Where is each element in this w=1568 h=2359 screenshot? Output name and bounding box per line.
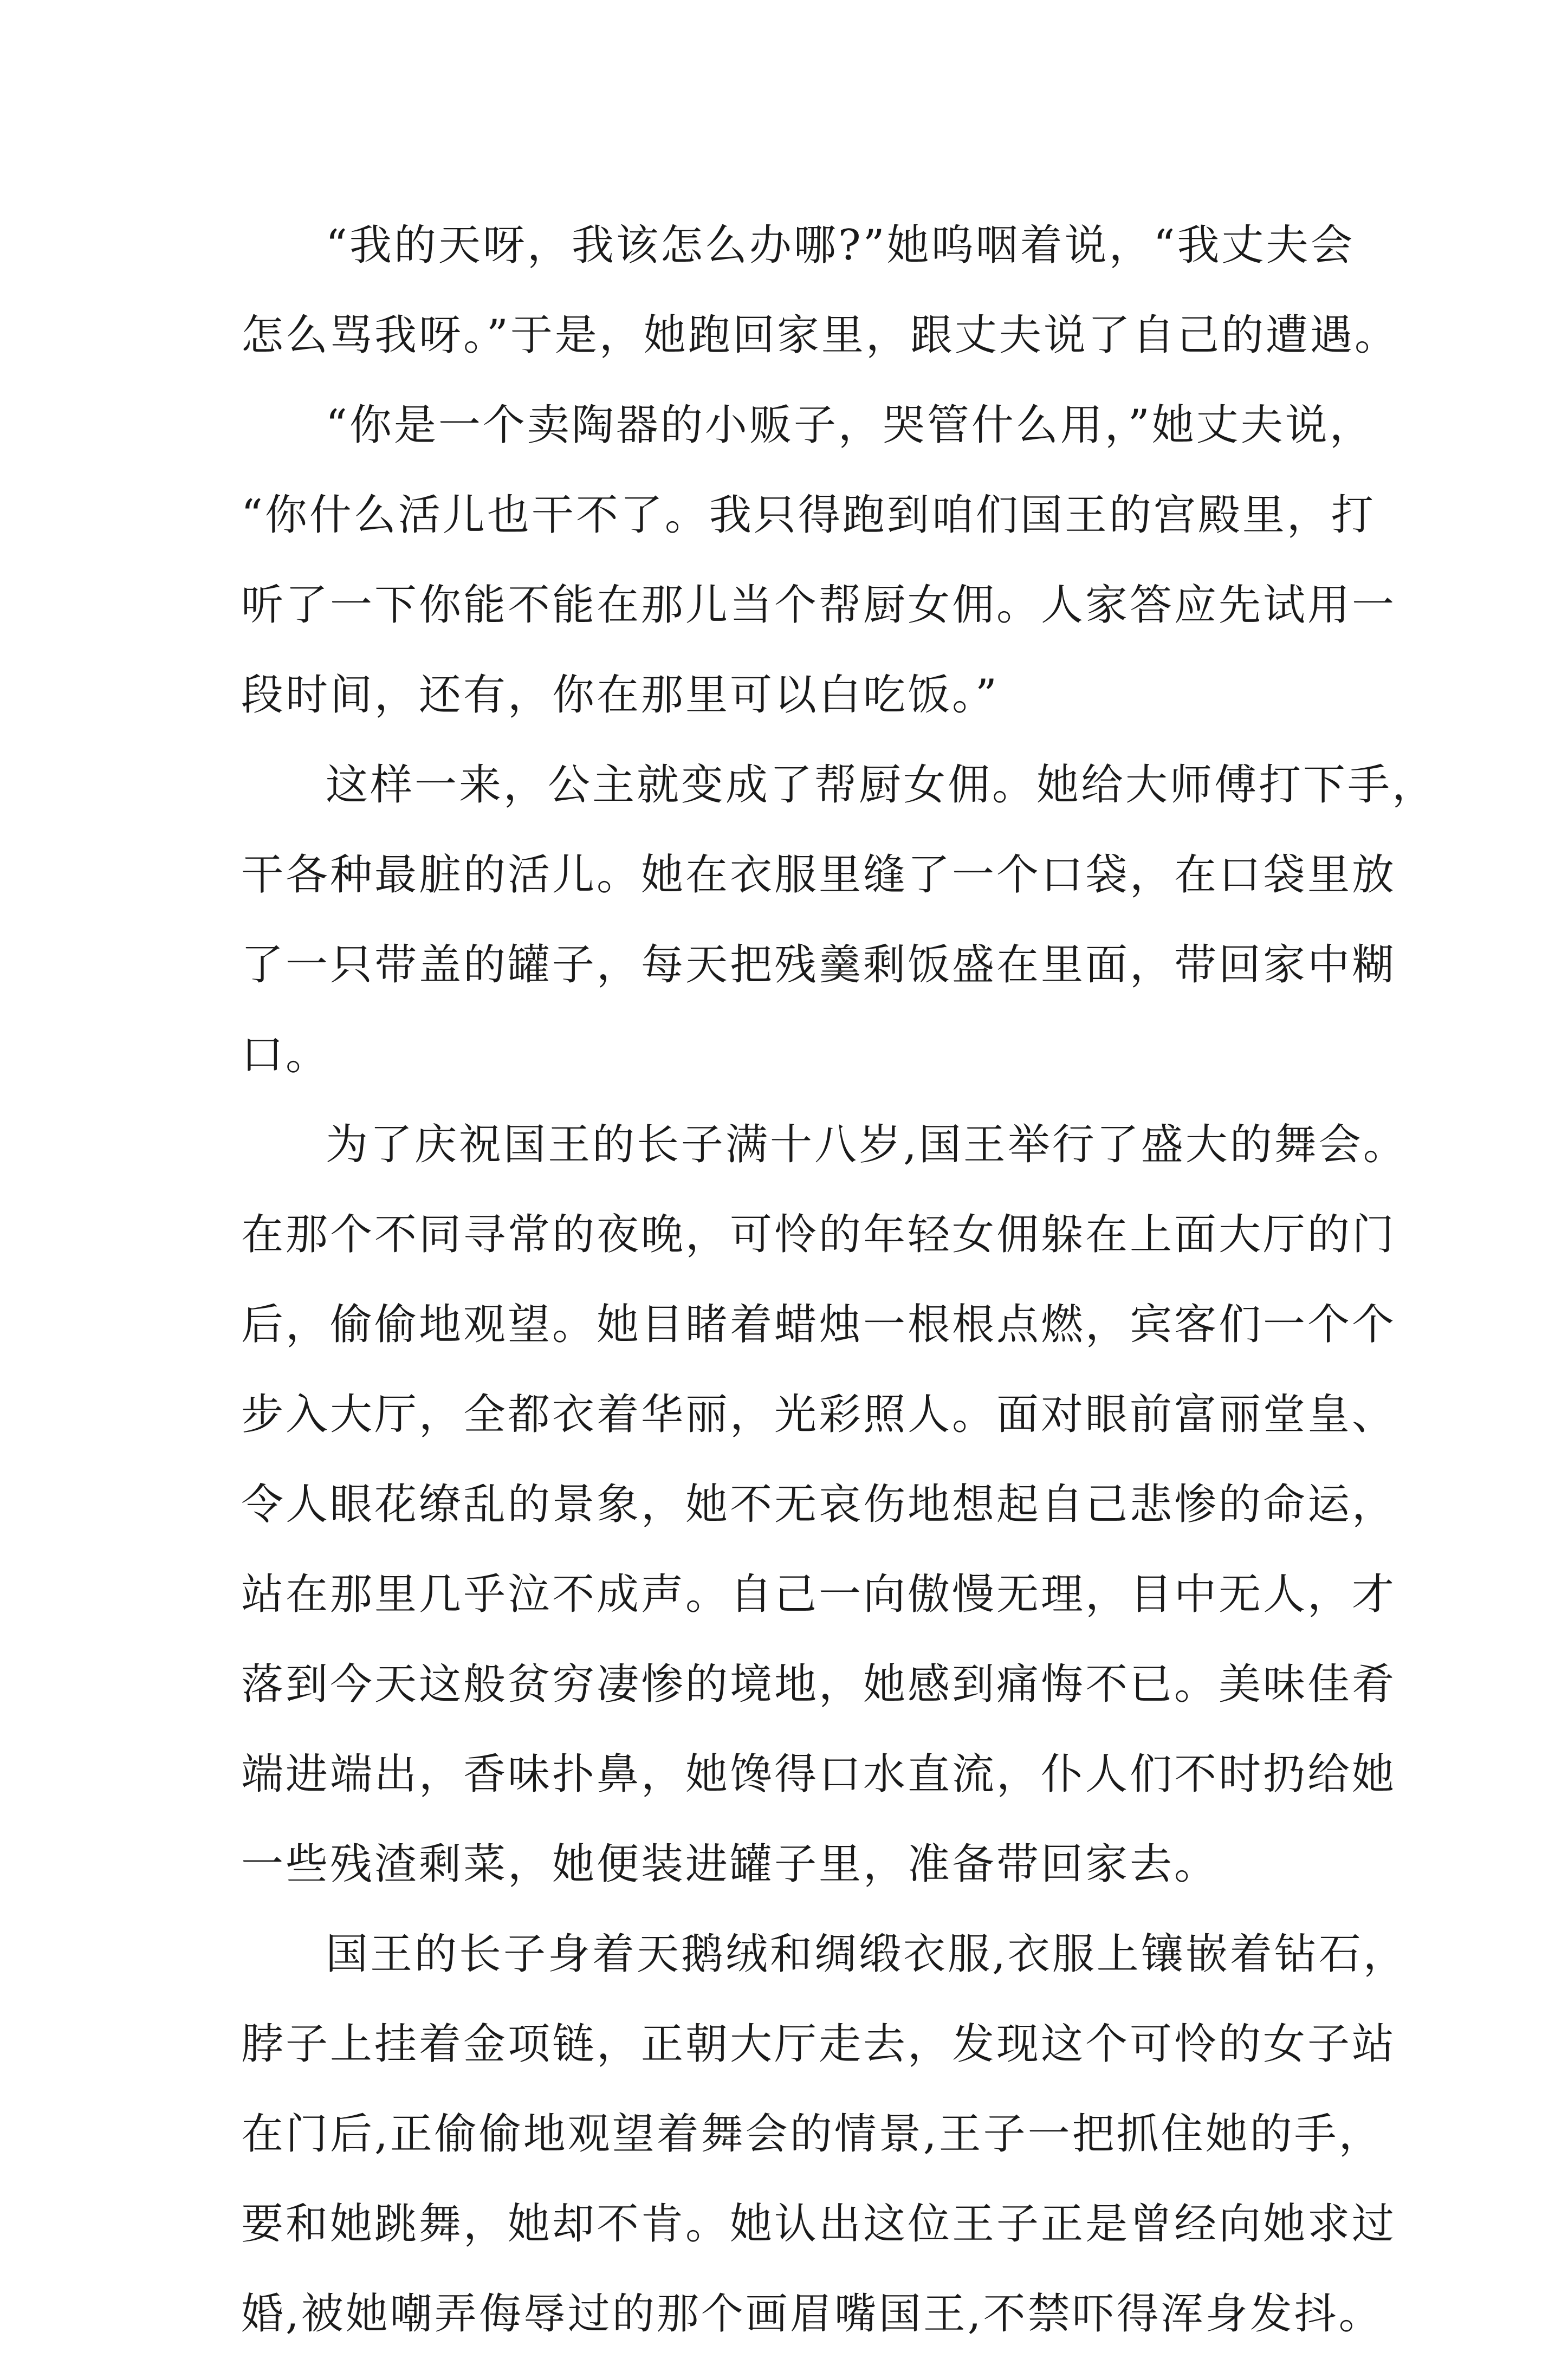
text-line: 脖子上挂着金项链，正朝大厅走去，发现这个可怜的女子站 xyxy=(241,2020,1397,2069)
text-line: 为了庆祝国王的长子满十八岁,国王举行了盛大的舞会。 xyxy=(326,1120,1408,1169)
text-line: 婚,被她嘲弄侮辱过的那个画眉嘴国王,不禁吓得浑身发抖。 xyxy=(241,2290,1383,2338)
text-line: “你什么活儿也干不了。我只得跑到咱们国王的宫殿里，打 xyxy=(241,491,1376,540)
text-line: 这样一来，公主就变成了帮厨女佣。她给大师傅打下手， xyxy=(326,761,1437,809)
text-line: 步入大厅，全都衣着华丽，光彩照人。面对眼前富丽堂皇、 xyxy=(241,1390,1397,1439)
text-line: “你是一个卖陶器的小贩子，哭管什么用，”她丈夫说， xyxy=(326,401,1374,450)
text-line: 听了一下你能不能在那儿当个帮厨女佣。人家答应先试用一 xyxy=(241,581,1397,630)
text-line: 一些残渣剩菜，她便装进罐子里，准备带回家去。 xyxy=(241,1840,1219,1889)
text-line: 怎么骂我呀。”于是，她跑回家里，跟丈夫说了自己的遭遇。 xyxy=(241,311,1399,360)
text-line: 令人眼花缭乱的景象，她不无哀伤地想起自己悲惨的命运， xyxy=(241,1480,1397,1529)
body-text xyxy=(241,200,1437,2359)
text-line: 后，偷偷地观望。她目睹着蜡烛一根根点燃，宾客们一个个 xyxy=(241,1300,1397,1349)
text-line: 了一只带盖的罐子，每天把残羹剩饭盛在里面，带回家中糊 xyxy=(241,941,1397,989)
text-line: 段时间，还有，你在那里可以白吃饭。” xyxy=(241,671,999,720)
text-line: 口。 xyxy=(241,1031,331,1079)
text-line: 落到今天这般贫穷凄惨的境地，她感到痛悔不已。美味佳肴 xyxy=(241,1660,1397,1709)
text-line: “我的天呀，我该怎么办哪?”她呜咽着说，“我丈夫会 xyxy=(326,221,1355,270)
text-line: 端进端出，香味扑鼻，她馋得口水直流，仆人们不时扔给她 xyxy=(241,1750,1397,1799)
text-line: 在那个不同寻常的夜晚，可怜的年轻女佣躲在上面大厅的门 xyxy=(241,1210,1397,1259)
text-line: 站在那里几乎泣不成声。自己一向傲慢无理，目中无人，才 xyxy=(241,1570,1397,1619)
text-line: 干各种最脏的活儿。她在衣服里缝了一个口袋，在口袋里放 xyxy=(241,851,1397,899)
text-line: 国王的长子身着天鹅绒和绸缎衣服,衣服上镶嵌着钻石， xyxy=(326,1930,1408,1979)
text-line: 在门后,正偷偷地观望着舞会的情景,王子一把抓住她的手， xyxy=(241,2110,1383,2159)
text-line: 要和她跳舞，她却不肯。她认出这位王子正是曾经向她求过 xyxy=(241,2200,1397,2248)
